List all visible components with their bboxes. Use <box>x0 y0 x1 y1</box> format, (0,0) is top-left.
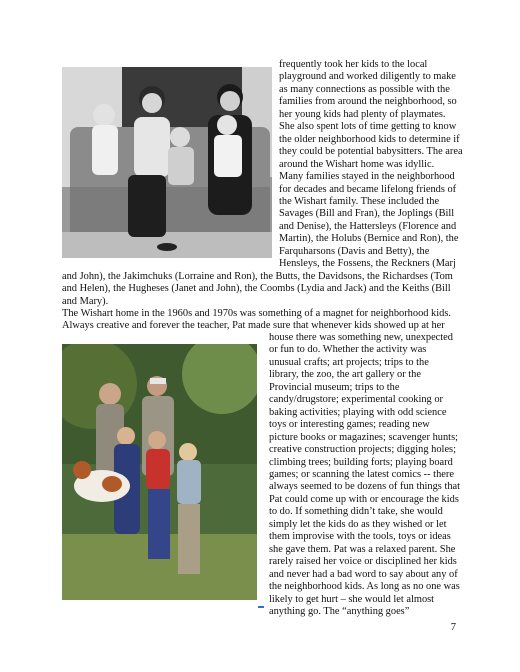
text-line: Savages (Bill and Fran), the Joplings (Bill <box>279 208 455 220</box>
text-line: frequently took her kids to the local <box>279 59 428 70</box>
text-line: them improvise with the tools, toys or ideas <box>269 531 451 543</box>
text-line: She also spent lots of time getting to know <box>279 121 457 133</box>
text-line: and Denise), the Hattersleys (Florence and <box>279 220 457 232</box>
text-line: anything go. The “anything goes” <box>269 605 410 617</box>
text-line: the neighborhood kids. As long as no one was <box>269 581 460 593</box>
text-line: they could be potential babysitters. The area <box>279 146 463 158</box>
text-block-1-full <box>62 271 453 308</box>
text-line: Pat could come up with or encourage the kids <box>269 493 459 505</box>
text-line: her young kids had plenty of playmates. <box>279 108 446 120</box>
text-line: around the Wishart home was idyllic. <box>279 158 435 170</box>
text-line: she gave them. Pat was a relaxed parent. She <box>269 543 456 555</box>
text-line: the older neighborhood kids to determine if <box>279 133 460 145</box>
text-line: families from around the neighborhood, so <box>279 96 457 108</box>
blue-mark <box>258 606 264 608</box>
text-line: Hensleys, the Fossens, the Reckners (Marj <box>279 258 456 270</box>
text-line: candy/drugstore; experimental cooking or <box>269 394 443 406</box>
text-line: toys or interesting games; reading new <box>269 419 430 431</box>
text-line: and never had a bad word to say about any of <box>269 568 458 580</box>
text-line: Farquharsons (Davis and Betty), the <box>279 245 430 257</box>
text-line: rarely raised her voice or disciplined her kids <box>269 556 457 568</box>
text-line: creative construction projects; digging holes; <box>269 444 456 456</box>
text-line: picture books or magazines; scavenger hunts; <box>269 431 458 443</box>
text-line: and John), the Jakimchuks (Lorraine and Ron), the Butts, the Davidsons, the Richardses (Tom <box>62 271 453 282</box>
page-number: 7 <box>450 622 456 633</box>
family-photo-couch <box>62 67 272 258</box>
text-line: Always creative and forever the teacher, Pat made sure that whenever kids showed up at her <box>62 320 445 332</box>
text-line: the Wishart family. These included the <box>279 195 440 207</box>
text-line: as many connections as possible with the <box>279 83 450 95</box>
text-line: and Helen), the Hugheses (Janet and John), the Coombs (Lydia and Jack) and the Keiths (Bill <box>62 283 451 295</box>
text-block-2-full <box>62 308 451 333</box>
text-line: always seemed to be dozens of fun things that <box>269 481 461 493</box>
text-block-1-right <box>279 59 463 271</box>
text-line: Martin), the Holubs (Bernice and Ron), the <box>279 233 459 245</box>
text-line: playground and worked diligently to make <box>279 71 456 83</box>
text-line: and Mary). <box>62 295 109 307</box>
text-line: climbing trees; building forts; playing board <box>269 456 453 468</box>
family-photo-garden <box>62 344 257 600</box>
text-line: simply let the kids do as they wished or let <box>269 518 447 530</box>
text-line: or fun to do. Whether the activity was <box>269 344 427 356</box>
text-line: library, the zoo, the art gallery or the <box>269 369 421 381</box>
text-line: for decades and became lifelong friends of <box>279 183 457 195</box>
text-line: house there was something new, unexpected <box>269 332 453 343</box>
text-line: games; or scanning the latest comics -- there <box>269 468 454 480</box>
text-line: baking activities; playing with odd science <box>269 406 447 418</box>
text-line: likely to get hurt – she would let almost <box>269 593 435 605</box>
text-block-2-right <box>269 332 460 618</box>
text-line: The Wishart home in the 1960s and 1970s was something of a magnet for neighborhood kids. <box>62 308 451 319</box>
text-line: Many families stayed in the neighborhood <box>279 171 455 183</box>
text-line: Provincial museum; trips to the <box>269 381 400 393</box>
text-line: to do. If something didn’t take, she would <box>269 506 443 518</box>
text-line: unusual crafts; art projects; trips to the <box>269 356 429 368</box>
